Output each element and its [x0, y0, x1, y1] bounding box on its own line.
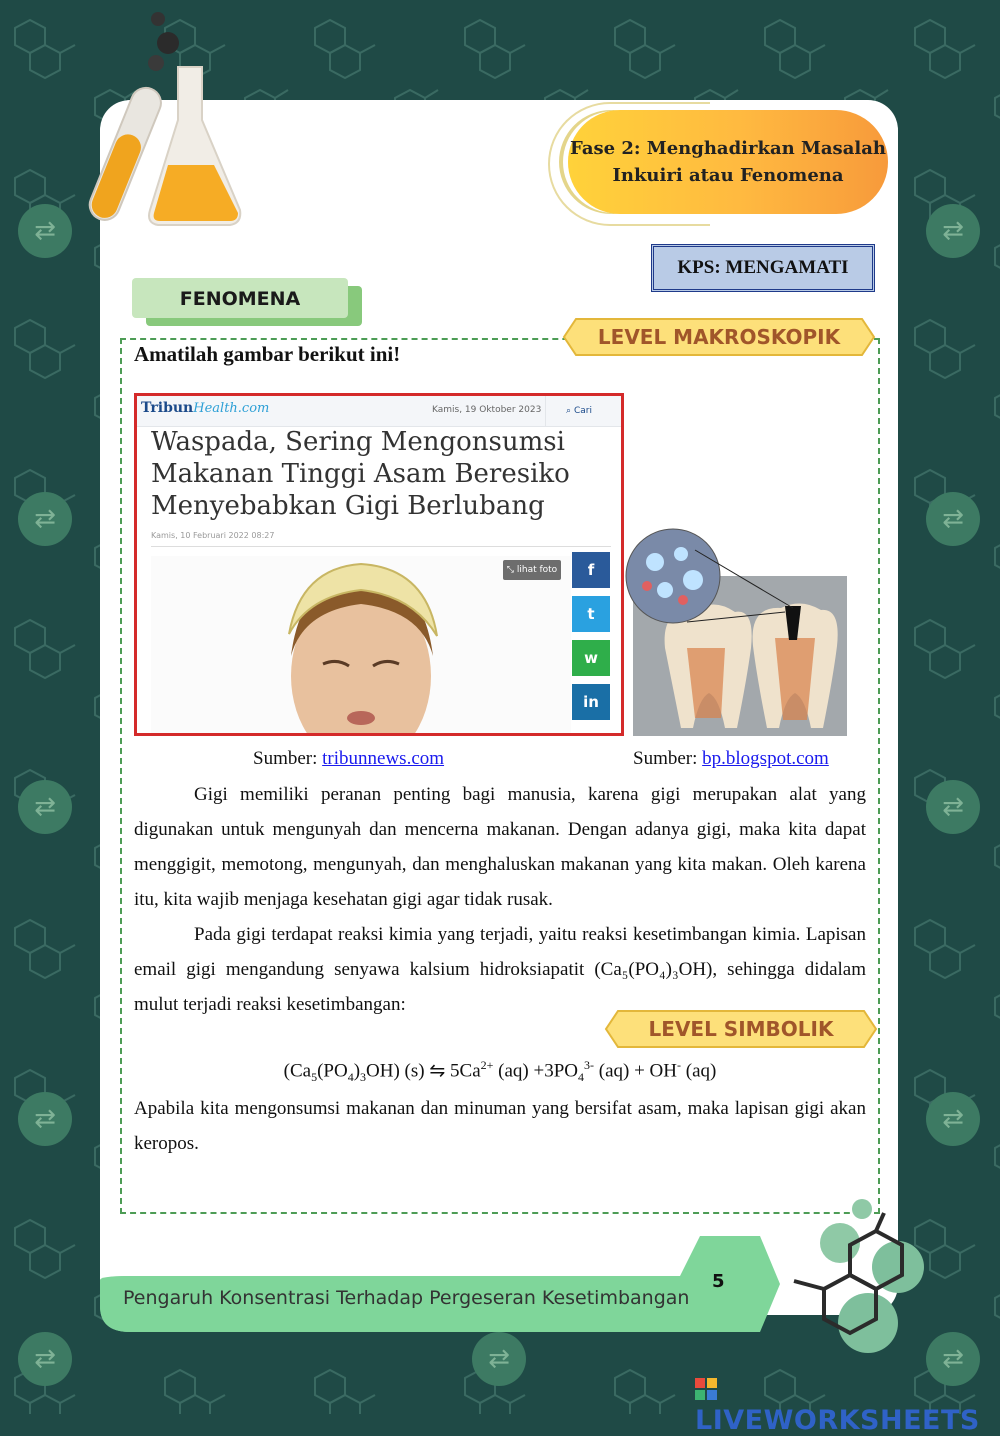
- news-screenshot: [134, 393, 624, 736]
- equilibrium-equation: $(Ca_5(PO_4)_3OH)$ (s) ⇋ $5Ca^{2+}$ $(aq) +3PO_4^{3-}$ (aq) + OH- (aq): [283, 1058, 717, 1085]
- paragraph-2: Pada gigi terdapat reaksi kimia yang terjadi, yaitu reaksi kesetimbangan kimia. Lapisan email gigi mengandung senyawa kalsium hidroksiapatit (Ca₅(PO₄)₃OH), sehingga didalam mulut terjadi reaksi kesetimbangan:: [134, 924, 866, 1015]
- exchange-arrows-icon: ⇄: [926, 780, 980, 834]
- exchange-arrows-icon: ⇄: [18, 1332, 72, 1386]
- whatsapp-share-icon[interactable]: w: [572, 640, 610, 676]
- section-label: FENOMENA: [132, 278, 348, 318]
- exchange-arrows-icon: ⇄: [18, 492, 72, 546]
- news-divider: [151, 546, 611, 547]
- liveworksheets-watermark: LIVEWORKSHEETS: [695, 1374, 1000, 1436]
- footer-banner: [100, 1236, 780, 1332]
- view-photo-button[interactable]: ⤡ lihat foto: [503, 560, 561, 580]
- tooth-decay-image: [625, 528, 847, 736]
- exchange-arrows-icon: ⇄: [18, 780, 72, 834]
- exchange-arrows-icon: ⇄: [472, 1332, 526, 1386]
- molecule-decoration-icon: [780, 1195, 930, 1355]
- footer-title: Pengaruh Konsentrasi Terhadap Pergeseran Kesetimbangan: [123, 1287, 690, 1309]
- source-link-blogspot[interactable]: bp.blogspot.com: [702, 748, 829, 769]
- exchange-arrows-icon: ⇄: [926, 492, 980, 546]
- twitter-share-icon[interactable]: t: [572, 596, 610, 632]
- news-headline: Waspada, Sering Mengonsumsi Makanan Tinggi Asam Beresiko Menyebabkan Gigi Berlubang: [151, 427, 570, 521]
- news-article-date: Kamis, 10 Februari 2022 08:27: [151, 531, 275, 540]
- woman-toothache-image: [151, 556, 571, 736]
- level-macroscopic-text: LEVEL MAKROSKOPIK: [597, 325, 841, 349]
- level-macroscopic-badge: [562, 318, 876, 356]
- level-symbolic-text: LEVEL SIMBOLIK: [648, 1017, 834, 1041]
- exchange-arrows-icon: ⇄: [18, 204, 72, 258]
- phase-title-line2: Inkuiri atau Fenomena: [612, 165, 844, 186]
- paragraph-1: Gigi memiliki peranan penting bagi manusia, karena gigi merupakan alat yang digunakan untuk mengunyah dan mencerna makanan. Dengan adanya gigi, maka kita dapat menggigit, memotong, mengunyah, dan menghaluskan makanan yang kita makan. Oleh karena itu, kita wajib menjaga kesehatan gigi agar tidak rusak.: [134, 784, 866, 910]
- lab-flask-icon: [70, 5, 260, 235]
- page-number: 5: [712, 1271, 725, 1292]
- source-left: Sumber: tribunnews.com: [253, 748, 445, 769]
- exchange-arrows-icon: ⇄: [926, 1332, 980, 1386]
- news-header-bar: [137, 396, 621, 427]
- facebook-share-icon[interactable]: f: [572, 552, 610, 588]
- phase-badge: [568, 110, 888, 214]
- liveworksheets-logo-icon: [695, 1378, 717, 1400]
- linkedin-share-icon[interactable]: in: [572, 684, 610, 720]
- paragraph-3: Apabila kita mengonsumsi makanan dan minuman yang bersifat asam, maka lapisan gigi akan keropos.: [134, 1098, 866, 1154]
- exchange-arrows-icon: ⇄: [926, 1092, 980, 1146]
- exchange-arrows-icon: ⇄: [926, 204, 980, 258]
- source-link-tribunnews[interactable]: tribunnews.com: [322, 748, 445, 769]
- instruction-text: Amatilah gambar berikut ini!: [134, 342, 401, 366]
- phase-title-line1: Fase 2: Menghadirkan Masalah: [570, 138, 886, 159]
- news-photo: [151, 556, 571, 736]
- level-symbolic-badge: [604, 1010, 878, 1048]
- tribun-logo: TribunHealth.com: [141, 400, 270, 416]
- kps-label: KPS: MENGAMATI: [651, 244, 875, 292]
- exchange-arrows-icon: ⇄: [18, 1092, 72, 1146]
- news-search-button: ⌕ Cari: [545, 396, 612, 426]
- source-right: Sumber: bp.blogspot.com: [633, 748, 829, 769]
- news-top-date: Kamis, 19 Oktober 2023: [432, 405, 542, 415]
